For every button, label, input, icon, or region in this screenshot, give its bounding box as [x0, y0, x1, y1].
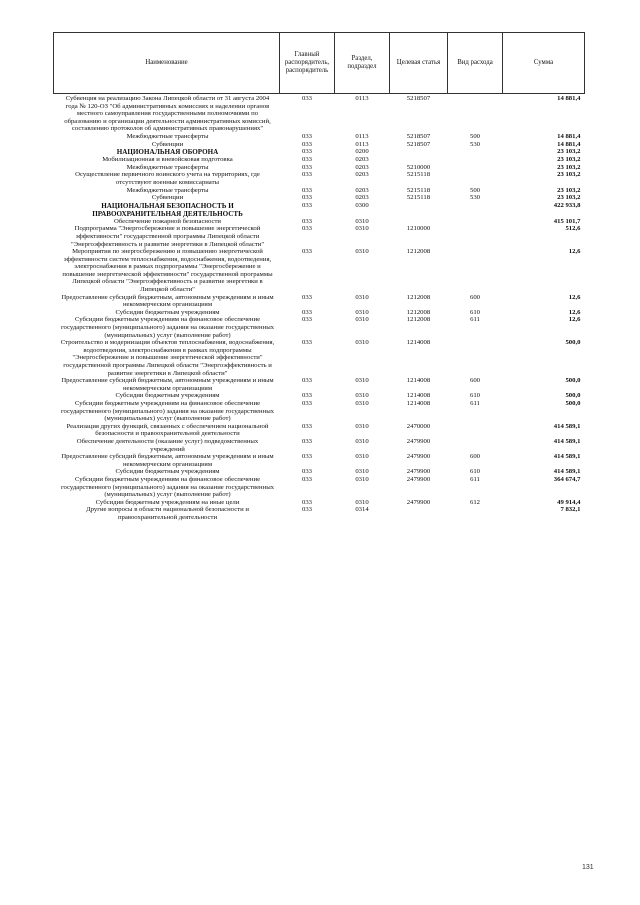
row-sum: 12,6: [568, 248, 581, 256]
row-name: Субсидии бюджетным учреждениям на финансовое обеспечение государственного (муниципального) задания на оказание государственных (муниципальных) услуг (выполнение работ): [60, 316, 275, 339]
row-sum: 500,0: [565, 377, 581, 385]
row-expense-type: [448, 438, 503, 453]
row-grbs: 033: [301, 201, 313, 209]
row-target-article: [390, 156, 448, 164]
row-expense-type: [448, 506, 503, 521]
row-expense-type: [448, 339, 503, 377]
row-expense-type: [448, 164, 503, 172]
row-grbs: 033: [301, 475, 313, 483]
row-target-article: 2470000: [406, 422, 431, 430]
row-target-article: 2479900: [406, 475, 431, 483]
table-row: [54, 476, 585, 499]
row-grbs: 033: [301, 498, 313, 506]
row-expense-type: 611: [470, 316, 480, 324]
row-expense-type: 600: [469, 377, 481, 385]
row-grbs: 033: [301, 156, 313, 164]
row-name: Межбюджетные трансферты: [126, 163, 209, 171]
row-target-article: 2479900: [406, 468, 431, 476]
row-sum: 23 103,2: [557, 148, 581, 156]
table-row: [54, 453, 585, 468]
row-grbs: 033: [301, 437, 313, 445]
row-expense-type: 530: [469, 140, 481, 148]
row-expense-type: 500: [469, 132, 481, 140]
table-row: [54, 141, 585, 149]
row-expense-type: [448, 225, 503, 248]
table-row: [54, 164, 585, 172]
row-name: Строительство и модернизация объектов теплоснабжения, водоснабжения, водоотведения, электроснабжения в рамках подпрограммы "Энергосбережение и повышение энергетической эффективности" государственной программы Липецкой области "Энергоэффективность и развитие энергетики в Липецкой области": [60, 339, 275, 377]
row-name: Субвенции: [151, 140, 184, 148]
row-razdel: 0310: [355, 308, 369, 316]
row-sum: 12,6: [568, 293, 581, 301]
row-target-article: 1212008: [406, 293, 431, 301]
header-name: Наименование: [54, 33, 280, 94]
header-target-article: Целевая статья: [390, 33, 448, 94]
page-number: 131: [582, 864, 594, 871]
row-expense-type: [448, 248, 503, 294]
row-expense-type: 600: [469, 453, 481, 461]
row-sum: 415 101,7: [553, 217, 581, 225]
table-row: [54, 133, 585, 141]
row-name: Предоставление субсидий бюджетным, автономным учреждениям и иным некоммерческим организациям: [61, 453, 274, 468]
table-row: [54, 294, 585, 309]
budget-table: [53, 32, 585, 521]
row-expense-type: [448, 423, 503, 438]
table-row: [54, 248, 585, 294]
row-grbs: 033: [301, 171, 313, 179]
row-name: Субвенции: [151, 194, 184, 202]
row-expense-type: 610: [469, 308, 481, 316]
row-name: Субсидии бюджетным учреждениям: [115, 468, 220, 476]
table-row: [54, 194, 585, 202]
row-razdel: 0310: [355, 422, 369, 430]
row-grbs: 033: [301, 225, 313, 233]
row-grbs: 033: [301, 140, 313, 148]
row-target-article: 5218507: [406, 95, 431, 102]
row-expense-type: [448, 202, 503, 218]
row-sum: 23 103,2: [557, 194, 581, 202]
row-expense-type: [448, 171, 503, 186]
row-target-article: 1212008: [406, 316, 431, 324]
row-expense-type: 530: [469, 194, 481, 202]
row-name: Обеспечение пожарной безопасности: [113, 217, 221, 225]
row-expense-type: 600: [469, 293, 481, 301]
row-name: Реализация других функций, связанных с обеспечением национальной безопасности и правоохранительной деятельности: [66, 422, 269, 438]
row-sum: 23 103,2: [557, 171, 581, 179]
header-grbs: Главный распорядитель, распорядитель: [280, 33, 335, 94]
row-sum: 14 881,4: [557, 95, 581, 102]
table-row: [54, 187, 585, 195]
row-grbs: 033: [301, 399, 313, 407]
table-row: [54, 218, 585, 226]
row-name: НАЦИОНАЛЬНАЯ ОБОРОНА: [116, 148, 219, 157]
row-grbs: 033: [301, 194, 313, 202]
row-target-article: 1212008: [406, 308, 431, 316]
header-expense-type: Вид расхода: [448, 33, 503, 94]
row-target-article: 5210000: [406, 163, 431, 171]
row-target-article: 5215118: [406, 194, 431, 202]
row-grbs: 033: [301, 132, 313, 140]
table-row: [54, 148, 585, 156]
row-name: Субсидии бюджетным учреждениям на иные цели: [95, 498, 240, 506]
row-grbs: 033: [301, 148, 313, 156]
row-target-article: [390, 202, 448, 218]
table-row: [54, 499, 585, 507]
row-razdel: 0310: [355, 293, 369, 301]
row-sum: 500,0: [565, 339, 581, 347]
row-grbs: 033: [301, 453, 313, 461]
row-razdel: 0113: [355, 140, 369, 148]
row-name: Субсидии бюджетным учреждениям на финансовое обеспечение государственного (муниципального) задания на оказание государственных (муниципальных) услуг (выполнение работ): [60, 399, 275, 423]
row-razdel: 0300: [355, 201, 369, 209]
row-grbs: 033: [301, 506, 313, 514]
row-razdel: 0310: [355, 377, 369, 385]
table-header: [54, 33, 585, 94]
row-target-article: 1212008: [406, 248, 431, 256]
row-grbs: 033: [301, 217, 313, 225]
row-name: Предоставление субсидий бюджетным, автономным учреждениям и иным некоммерческим организациям: [61, 293, 274, 309]
row-sum: 23 103,2: [557, 156, 581, 164]
row-name: Мобилизационная и вневойсковая подготовка: [102, 156, 233, 164]
row-razdel: 0310: [355, 339, 369, 347]
row-razdel: 0310: [355, 225, 369, 233]
row-sum: 500,0: [565, 399, 581, 407]
row-expense-type: [448, 94, 503, 133]
row-razdel: 0310: [355, 498, 369, 506]
row-grbs: 033: [301, 468, 313, 476]
row-razdel: 0113: [355, 95, 369, 102]
row-target-article: 2479900: [406, 437, 431, 445]
row-grbs: 033: [301, 422, 313, 430]
row-razdel: 0200: [355, 148, 369, 156]
table-row: [54, 468, 585, 476]
row-name: Подпрограмма "Энергосбережение и повышение энергетической эффективности" государственной программы Липецкой области "Энергоэффективность и развитие энергетики в Липецкой области": [70, 225, 265, 248]
row-target-article: 2479900: [406, 498, 431, 506]
header-sum: Сумма: [503, 33, 585, 94]
row-sum: 414 589,1: [553, 422, 581, 430]
row-name: Другие вопросы в области национальной безопасности и правоохранительной деятельности: [86, 506, 249, 521]
row-razdel: 0203: [355, 163, 369, 171]
row-razdel: 0310: [355, 475, 369, 483]
row-name: НАЦИОНАЛЬНАЯ БЕЗОПАСНОСТЬ И ПРАВООХРАНИТЕЛЬНАЯ ДЕЯТЕЛЬНОСТЬ: [92, 201, 243, 218]
row-expense-type: 610: [469, 392, 481, 400]
table-row: [54, 225, 585, 248]
row-expense-type: 500: [469, 186, 481, 194]
row-grbs: 033: [301, 339, 313, 347]
row-expense-type: [448, 218, 503, 226]
row-name: Мероприятия по энергосбережению и повышению энергетической эффективности систем теплоснабжения, водоснабжения, водоотведения, электроснабжения в рамках подпрограммы "Энергосбережение и повышение энергетической эффективности" государственной программы Липецкой области "Энергоэффективность и развитие энергетики в Липецкой области": [62, 248, 273, 294]
row-sum: 7 832,1: [560, 506, 581, 514]
row-target-article: 1214008: [406, 339, 431, 347]
row-expense-type: [448, 156, 503, 164]
row-name: Предоставление субсидий бюджетным, автономным учреждениям и иным некоммерческим организациям: [61, 377, 274, 392]
row-sum: 12,6: [568, 316, 581, 324]
row-expense-type: 611: [470, 475, 480, 483]
row-sum: 512,6: [565, 225, 581, 233]
row-razdel: 0310: [355, 217, 369, 225]
row-razdel: 0310: [355, 453, 369, 461]
row-grbs: 033: [301, 308, 313, 316]
row-razdel: 0203: [355, 171, 369, 179]
row-sum: 414 589,1: [553, 468, 581, 476]
row-razdel: 0203: [355, 156, 369, 164]
row-razdel: 0310: [355, 399, 369, 407]
table-row: [54, 423, 585, 438]
table-row: [54, 171, 585, 186]
row-name: Субсидии бюджетным учреждениям: [115, 392, 220, 400]
row-target-article: 1214008: [406, 392, 431, 400]
row-target-article: 5215118: [406, 171, 431, 179]
table-row: [54, 202, 585, 218]
row-razdel: 0203: [355, 186, 369, 194]
row-name: Субвенция на реализацию Закона Липецкой области от 31 августа 2004 года № 120-ОЗ "Об административных комиссиях и наделении органов местного самоуправления государственными полномочиями по образованию и организации деятельности административных комиссий, составлению протоколов об административных правонарушениях": [64, 95, 271, 133]
row-grbs: 033: [301, 392, 313, 400]
row-name: Субсидии бюджетным учреждениям: [115, 308, 220, 316]
table-body: [54, 94, 585, 522]
row-razdel: 0314: [355, 506, 369, 514]
table-row: [54, 400, 585, 423]
row-grbs: 033: [301, 163, 313, 171]
row-sum: 422 933,8: [553, 201, 581, 209]
row-expense-type: 611: [470, 399, 480, 407]
row-target-article: 5215118: [406, 186, 431, 194]
row-name: Субсидии бюджетным учреждениям на финансовое обеспечение государственного (муниципального) задания на оказание государственных (муниципальных) услуг (выполнение работ): [60, 475, 275, 499]
row-razdel: 0310: [355, 437, 369, 445]
table-row: [54, 339, 585, 377]
row-sum: 23 103,2: [557, 186, 581, 194]
row-name: Межбюджетные трансферты: [126, 132, 209, 140]
row-name: Межбюджетные трансферты: [126, 186, 209, 194]
row-target-article: 5218507: [406, 132, 431, 140]
row-razdel: 0310: [355, 468, 369, 476]
row-sum: 414 589,1: [553, 437, 581, 445]
table-row: [54, 309, 585, 317]
row-target-article: 1210000: [406, 225, 431, 233]
row-razdel: 0310: [355, 392, 369, 400]
row-grbs: 033: [301, 95, 313, 102]
row-sum: 14 881,4: [557, 140, 581, 148]
row-target-article: 2479900: [406, 453, 431, 461]
row-target-article: [390, 148, 448, 156]
row-target-article: 1214008: [406, 377, 431, 385]
table-row: [54, 377, 585, 392]
row-target-article: [390, 506, 448, 521]
row-expense-type: 612: [469, 498, 481, 506]
row-sum: 49 914,4: [557, 498, 581, 506]
row-sum: 14 881,4: [557, 132, 581, 140]
row-grbs: 033: [301, 248, 313, 256]
row-grbs: 033: [301, 377, 313, 385]
row-expense-type: 610: [469, 468, 481, 476]
row-grbs: 033: [301, 293, 313, 301]
row-sum: 23 103,2: [557, 163, 581, 171]
table-row: [54, 316, 585, 339]
table-row: [54, 438, 585, 453]
row-name: Обеспечение деятельности (оказание услуг) подведомственных учреждений: [76, 437, 259, 453]
row-razdel: 0310: [355, 248, 369, 256]
row-sum: 364 674,7: [553, 475, 581, 483]
budget-document: [53, 32, 584, 521]
row-razdel: 0113: [355, 132, 369, 140]
row-sum: 414 589,1: [553, 453, 581, 461]
row-razdel: 0203: [355, 194, 369, 202]
row-expense-type: [448, 148, 503, 156]
table-row: [54, 392, 585, 400]
row-sum: 12,6: [568, 308, 581, 316]
row-sum: 500,0: [565, 392, 581, 400]
table-row: [54, 94, 585, 133]
table-row: [54, 506, 585, 521]
table-row: [54, 156, 585, 164]
row-target-article: 5218507: [406, 140, 431, 148]
row-grbs: 033: [301, 186, 313, 194]
header-razdel: Раздел, подраздел: [335, 33, 390, 94]
row-razdel: 0310: [355, 316, 369, 324]
row-target-article: [390, 218, 448, 226]
row-grbs: 033: [301, 316, 313, 324]
row-name: Осуществление первичного воинского учета на территориях, где отсутствуют военные комиссариаты: [75, 171, 260, 186]
row-target-article: 1214008: [406, 399, 431, 407]
